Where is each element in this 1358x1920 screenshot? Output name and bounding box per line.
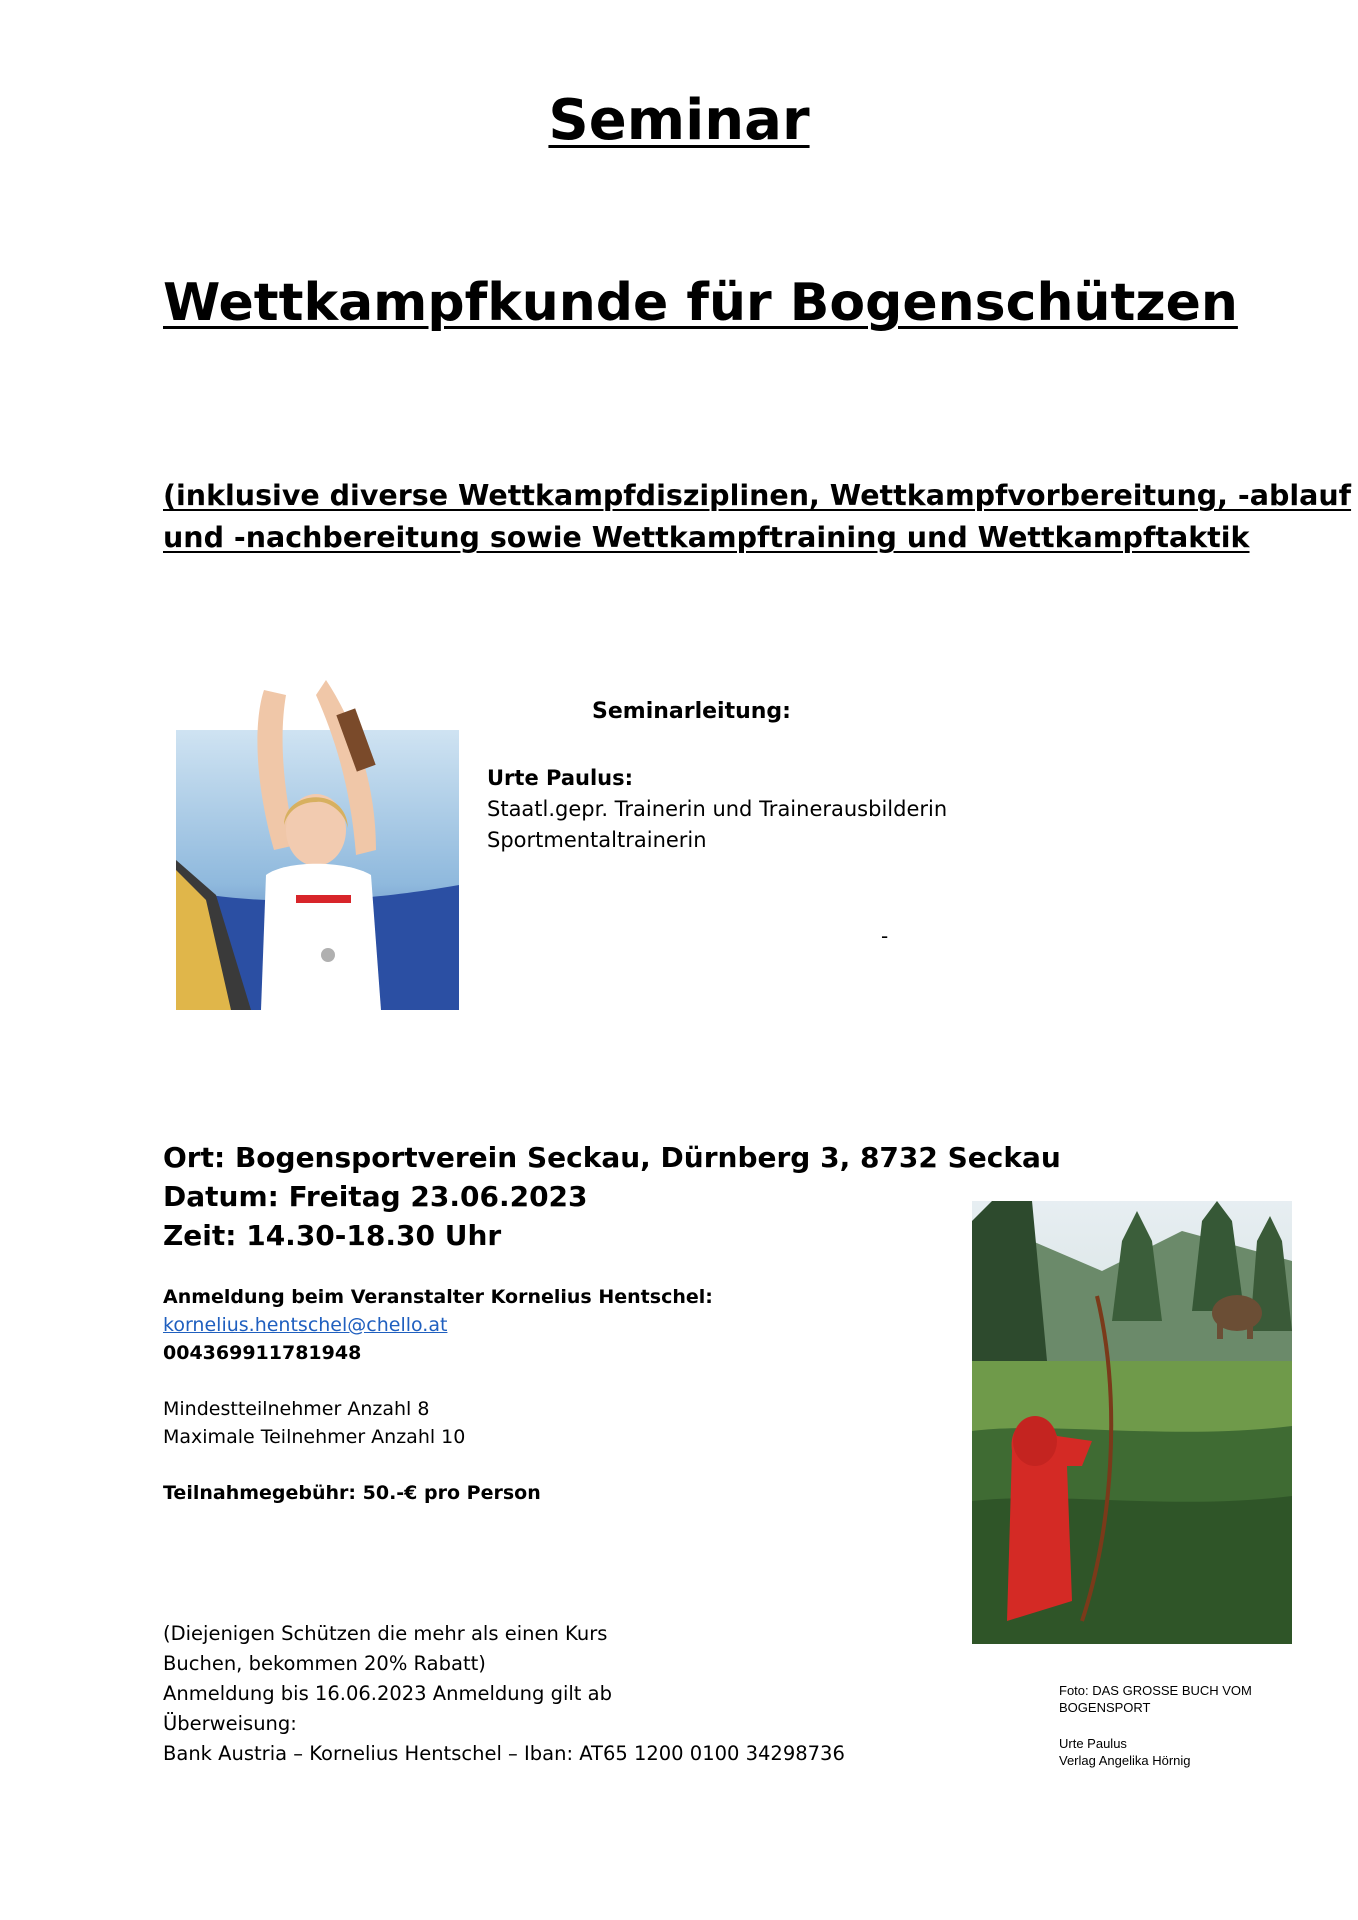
deadline-note: Überweisung: [163, 1712, 297, 1735]
photo-credit: Verlag Angelika Hörnig [1059, 1753, 1191, 1768]
dash-mark: - [881, 924, 889, 948]
bank-details: Bank Austria – Kornelius Hentschel – Iban: AT65 1200 0100 34298736 [163, 1742, 845, 1765]
event-date: Datum: Freitag 23.06.2023 [163, 1180, 588, 1213]
registration-email-link[interactable]: kornelius.hentschel@chello.at [163, 1314, 448, 1336]
discount-note: (Diejenigen Schützen die mehr als einen Kurs [163, 1622, 608, 1645]
min-participants: Mindestteilnehmer Anzahl 8 [163, 1398, 430, 1420]
leader-name: Urte Paulus: [487, 766, 633, 790]
photo-credit: Urte Paulus [1059, 1736, 1127, 1751]
description-line: und -nachbereitung sowie Wettkampftraining und Wettkampftaktik [163, 521, 1250, 554]
event-location: Ort: Bogensportverein Seckau, Dürnberg 3, 8732 Seckau [163, 1141, 1061, 1174]
trainer-photo [176, 660, 459, 1010]
event-time: Zeit: 14.30-18.30 Uhr [163, 1219, 502, 1252]
page-title: Seminar [548, 88, 810, 153]
seminar-subtitle: Wettkampfkunde für Bogenschützen [163, 273, 1238, 333]
description-line: (inklusive diverse Wettkampfdisziplinen, Wettkampfvorbereitung, -ablauf [163, 479, 1352, 512]
photo-credit: Foto: DAS GROSSE BUCH VOM [1059, 1683, 1252, 1698]
leader-heading: Seminarleitung: [592, 699, 791, 724]
participation-fee: Teilnahmegebühr: 50.-€ pro Person [163, 1482, 541, 1504]
discount-note: Buchen, bekommen 20% Rabatt) [163, 1652, 486, 1675]
seminar-description [163, 475, 1352, 559]
archer-photo [972, 1201, 1292, 1644]
max-participants: Maximale Teilnehmer Anzahl 10 [163, 1426, 466, 1448]
leader-qualification: Sportmentaltrainerin [487, 828, 707, 852]
leader-qualification: Staatl.gepr. Trainerin und Trainerausbilderin [487, 797, 948, 821]
photo-credit: BOGENSPORT [1059, 1700, 1151, 1715]
deadline-note: Anmeldung bis 16.06.2023 Anmeldung gilt ab [163, 1682, 612, 1705]
registration-label: Anmeldung beim Veranstalter Kornelius Hentschel: [163, 1286, 713, 1308]
registration-phone: 004369911781948 [163, 1342, 362, 1364]
